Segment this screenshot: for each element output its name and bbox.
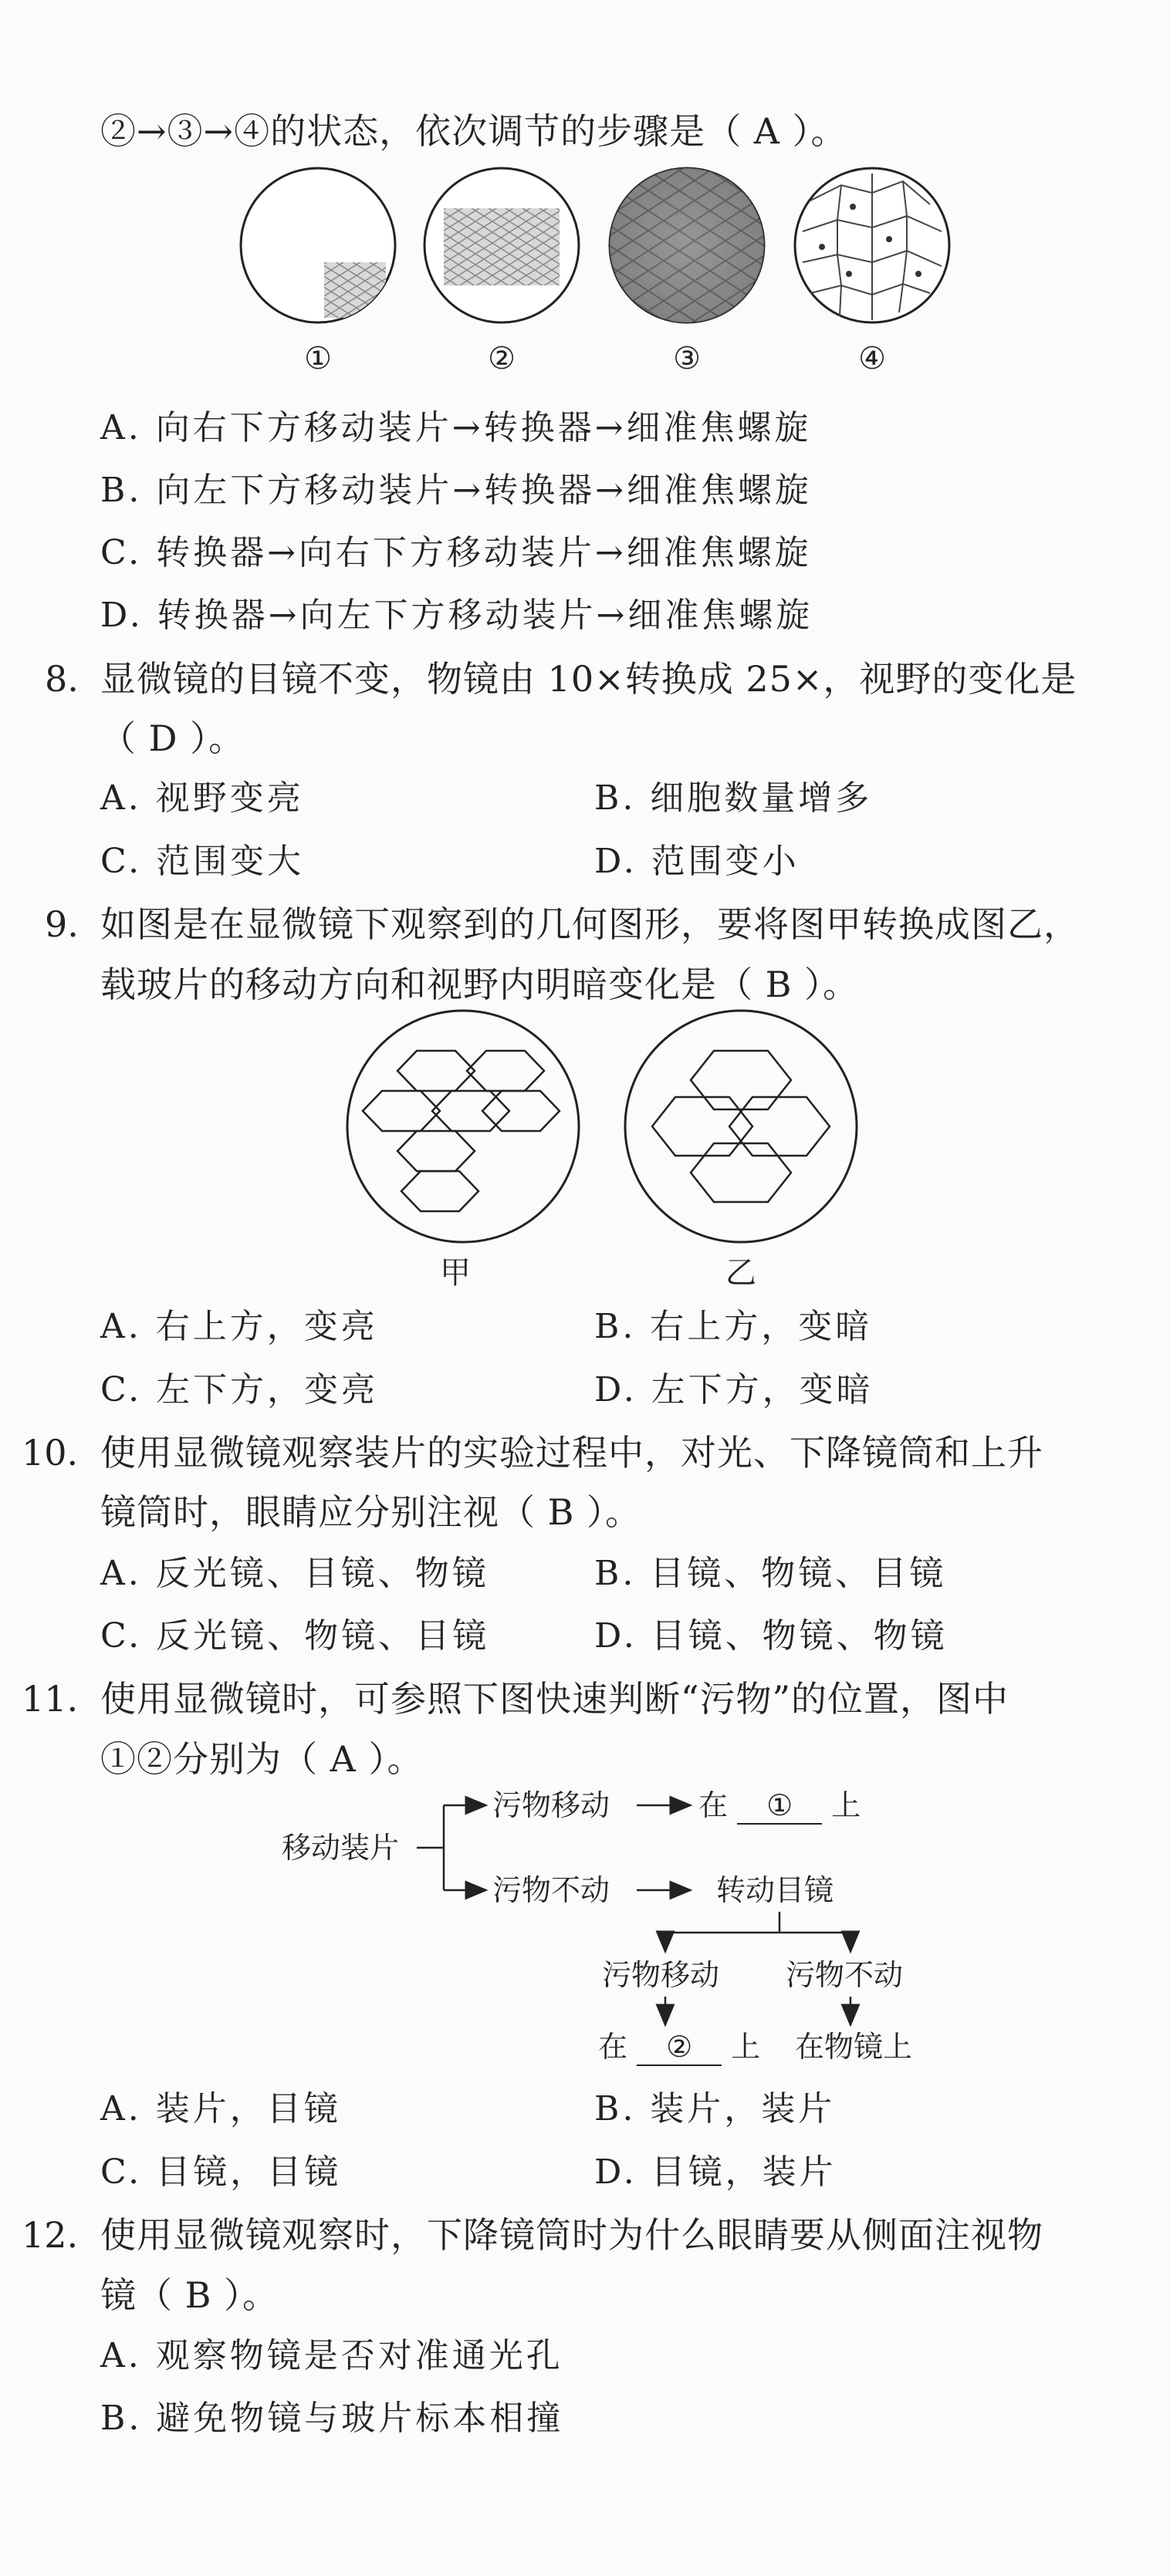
- flow-result-1: [698, 1788, 861, 1825]
- flow-branch-dirt-moves: 污物移动: [492, 1788, 610, 1822]
- q8-option-c: C. 范围变大: [100, 842, 305, 881]
- q7-stem-continuation: ②→③→④的状态，依次调节的步骤是（ A ）。: [100, 110, 847, 152]
- q12-number: 12.: [22, 2214, 79, 2256]
- flow-sub-dirt-moves: 污物移动: [602, 1958, 720, 1992]
- flow-blank-2: ②: [637, 2029, 722, 2066]
- q12-stem-line1: 使用显微镜观察时，下降镜筒时为什么眼睛要从侧面注视物: [100, 2214, 1043, 2256]
- q12-option-b: B. 避免物镜与玻片标本相撞: [100, 2399, 564, 2438]
- q10-option-d: D. 目镜、物镜、物镜: [594, 1616, 948, 1656]
- flow-result-2-suffix: 上: [731, 2030, 761, 2064]
- q9-option-c: C. 左下方，变亮: [100, 1370, 379, 1410]
- flow-result-2: [598, 2029, 760, 2066]
- flow-result-objective: 在物镜上: [795, 2030, 913, 2064]
- flow-blank-1: ①: [737, 1788, 822, 1825]
- flow-result-2-prefix: 在: [598, 2030, 628, 2064]
- q10-stem-line1: 使用显微镜观察装片的实验过程中，对光、下降镜筒和上升: [100, 1432, 1043, 1474]
- flow-sub-dirt-stays: 污物不动: [786, 1958, 904, 1992]
- q9-option-b: B. 右上方，变暗: [594, 1307, 873, 1346]
- flow-result-1-prefix: 在: [698, 1788, 729, 1822]
- q11-option-b: B. 装片，装片: [594, 2089, 836, 2129]
- figure-yi-caption: 乙: [725, 1255, 756, 1291]
- q9-stem-line1: 如图是在显微镜下观察到的几何图形，要将图甲转换成图乙，: [100, 903, 1080, 945]
- q11-stem-line1: 使用显微镜时，可参照下图快速判断“污物”的位置，图中: [100, 1678, 1009, 1720]
- flow-branch-dirt-stays: 污物不动: [492, 1873, 610, 1907]
- q7-option-d: D. 转换器→向左下方移动装片→细准焦螺旋: [100, 596, 813, 635]
- figure-jia-caption: 甲: [440, 1255, 471, 1291]
- q8-option-a: A. 视野变亮: [100, 778, 304, 818]
- q10-option-b: B. 目镜、物镜、目镜: [594, 1554, 947, 1593]
- view-2-caption: ②: [488, 341, 516, 376]
- q7-option-a: A. 向右下方移动装片→转换器→细准焦螺旋: [100, 408, 812, 447]
- view-1-caption: ①: [304, 341, 332, 376]
- q7-option-b: B. 向左下方移动装片→转换器→细准焦螺旋: [100, 471, 813, 510]
- q8-option-d: D. 范围变小: [594, 842, 800, 881]
- q8-option-b: B. 细胞数量增多: [594, 778, 873, 818]
- q10-option-a: A. 反光镜、目镜、物镜: [100, 1554, 489, 1593]
- q8-stem-line2: （ D ）。: [100, 717, 245, 759]
- q8-stem-line1: 显微镜的目镜不变，物镜由 10×转换成 25×，视野的变化是: [100, 658, 1077, 700]
- q10-option-c: C. 反光镜、物镜、目镜: [100, 1616, 490, 1656]
- q12-stem-line2: 镜（ B ）。: [100, 2274, 279, 2316]
- q8-number: 8.: [45, 658, 79, 700]
- q9-stem-line2: 载玻片的移动方向和视野内明暗变化是（ B ）。: [100, 964, 860, 1005]
- q11-stem-line2: ①②分别为（ A ）。: [100, 1738, 424, 1780]
- q12-option-a: A. 观察物镜是否对准通光孔: [100, 2336, 563, 2375]
- q10-number: 10.: [22, 1432, 79, 1474]
- flow-root-move-slide: 移动装片: [282, 1831, 400, 1865]
- q10-stem-line2: 镜筒时，眼睛应分别注视（ B ）。: [100, 1491, 642, 1533]
- flow-result-1-suffix: 上: [831, 1788, 861, 1822]
- q9-option-d: D. 左下方，变暗: [594, 1370, 874, 1410]
- q7-option-c: C. 转换器→向右下方移动装片→细准焦螺旋: [100, 533, 812, 572]
- q11-option-a: A. 装片，目镜: [100, 2089, 341, 2129]
- q11-option-c: C. 目镜，目镜: [100, 2152, 342, 2192]
- q11-option-d: D. 目镜，装片: [594, 2152, 837, 2192]
- view-3-caption: ③: [673, 341, 701, 376]
- q11-number: 11.: [22, 1678, 79, 1720]
- q9-option-a: A. 右上方，变亮: [100, 1307, 378, 1346]
- view-4-caption: ④: [858, 341, 886, 376]
- q9-number: 9.: [45, 903, 79, 945]
- flow-step-rotate-eyepiece: 转动目镜: [716, 1873, 834, 1907]
